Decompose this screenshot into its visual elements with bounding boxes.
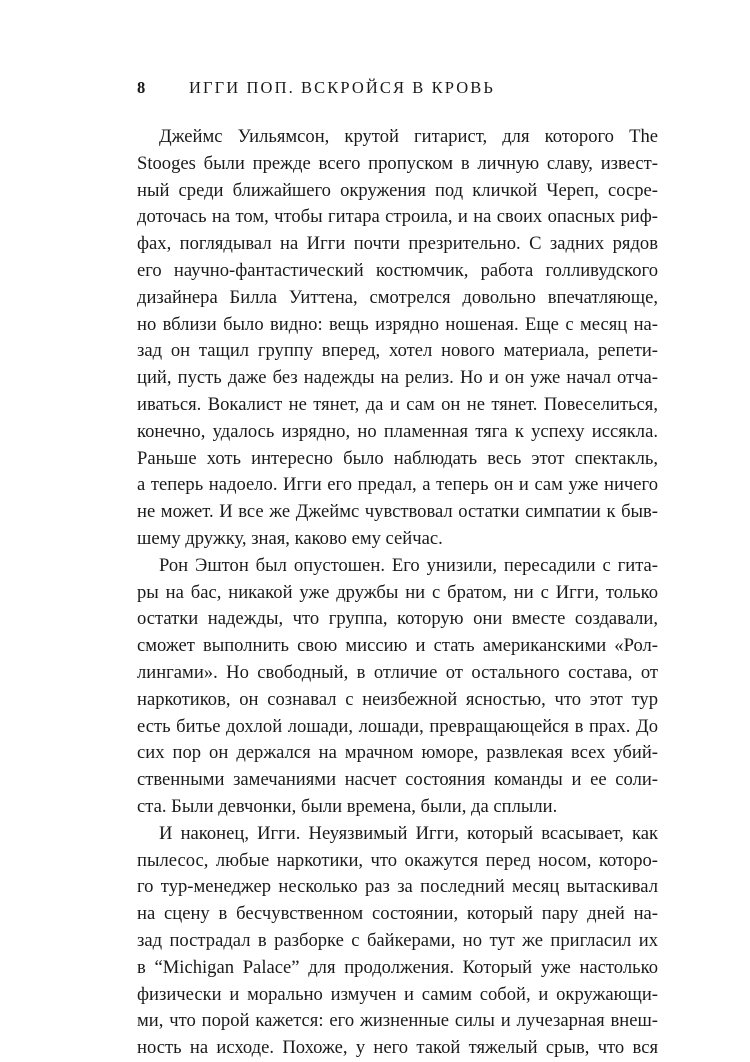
text-line: ми, что порой кажется: его жизненные силы и лучезарная внеш- xyxy=(137,1010,658,1032)
text-line: конечно, удалось изрядно, но пламенная тяга к успеху иссякла. xyxy=(137,420,658,442)
text-line: а теперь надоело. Игги его предал, а теперь он и сам уже ничего xyxy=(137,474,658,496)
text-line: на сцену в бесчувственном состоянии, который пару дней на- xyxy=(137,903,658,925)
page-number: 8 xyxy=(137,78,146,97)
text-line: но вблизи было видно: вещь изрядно ношеная. Еще с месяц на- xyxy=(137,313,658,335)
text-line: Рон Эштон был опустошен. Его унизили, пересадили с гита- xyxy=(159,554,658,576)
text-line: зад пострадал в разборке с байкерами, но тут же пригласил их xyxy=(137,929,658,951)
text-line: иваться. Вокалист не тянет, да и сам он не тянет. Повеселиться, xyxy=(137,393,658,415)
text-line: зад он тащил группу вперед, хотел нового материала, репети- xyxy=(137,340,658,362)
text-line: ный среди ближайшего окружения под кличкой Череп, сосре- xyxy=(137,179,658,201)
text-line: сможет выполнить свою миссию и стать американскими «Рол- xyxy=(137,635,658,657)
running-title: ИГГИ ПОП. ВСКРОЙСЯ В КРОВЬ xyxy=(189,78,495,97)
text-line: не может. И все же Джеймс чувствовал остатки симпатии к быв- xyxy=(137,501,658,523)
text-line: ста. Были девчонки, были времена, были, да сплыли. xyxy=(137,795,558,817)
text-line: дизайнера Билла Уиттена, смотрелся довольно впечатляюще, xyxy=(137,286,658,308)
text-line: наркотиков, он сознавал с неизбежной ясностью, что этот тур xyxy=(137,688,658,710)
paragraph-1 xyxy=(137,124,658,553)
paragraph-2 xyxy=(137,553,658,821)
text-line: физически и морально измучен и самим собой, и окружающи- xyxy=(137,983,658,1005)
text-line: го тур-менеджер несколько раз за последний месяц вытаскивал xyxy=(137,876,658,898)
running-header xyxy=(137,76,657,100)
text-line: И наконец, Игги. Неуязвимый Игги, который всасывает, как xyxy=(159,822,658,844)
text-line: шему дружку, зная, каково ему сейчас. xyxy=(137,527,443,549)
text-line: есть битье дохлой лошади, лошади, превращающейся в прах. До xyxy=(137,715,658,737)
text-line: ры на бас, никакой уже дружбы ни с братом, ни с Игги, только xyxy=(137,581,658,603)
text-line: ность на исходе. Похоже, у него такой тяжелый срыв, что вся xyxy=(137,1037,658,1059)
body-text xyxy=(137,124,658,1062)
text-line: сих пор он держался на мрачном юморе, развлекая всех убий- xyxy=(137,742,658,764)
text-line: ственными замечаниями насчет состояния команды и ее соли- xyxy=(137,769,658,791)
text-line: лингами». Но свободный, в отличие от остального состава, от xyxy=(137,661,658,683)
text-line: его научно-фантастический костюмчик, работа голливудского xyxy=(137,259,658,281)
text-line: ций, пусть даже без надежды на релиз. Но и он уже начал отча- xyxy=(137,367,658,389)
paragraph-3 xyxy=(137,821,658,1062)
text-line: в “Michigan Palace” для продолжения. Который уже настолько xyxy=(137,956,658,978)
text-line: доточась на том, чтобы гитара строила, и на своих опасных риф- xyxy=(137,206,658,228)
text-line: Джеймс Уильямсон, крутой гитарист, для которого The xyxy=(159,126,658,147)
text-line: фах, поглядывал на Игги почти презрительно. С задних рядов xyxy=(137,233,658,255)
text-line: Раньше хоть интересно было наблюдать весь этот спектакль, xyxy=(137,447,658,469)
text-line: Stooges были прежде всего пропуском в личную славу, извест- xyxy=(137,152,658,174)
text-line: остатки надежды, что группа, которую они вместе создавали, xyxy=(137,608,658,630)
text-line: пылесос, любые наркотики, что окажутся перед носом, которо- xyxy=(137,849,658,871)
